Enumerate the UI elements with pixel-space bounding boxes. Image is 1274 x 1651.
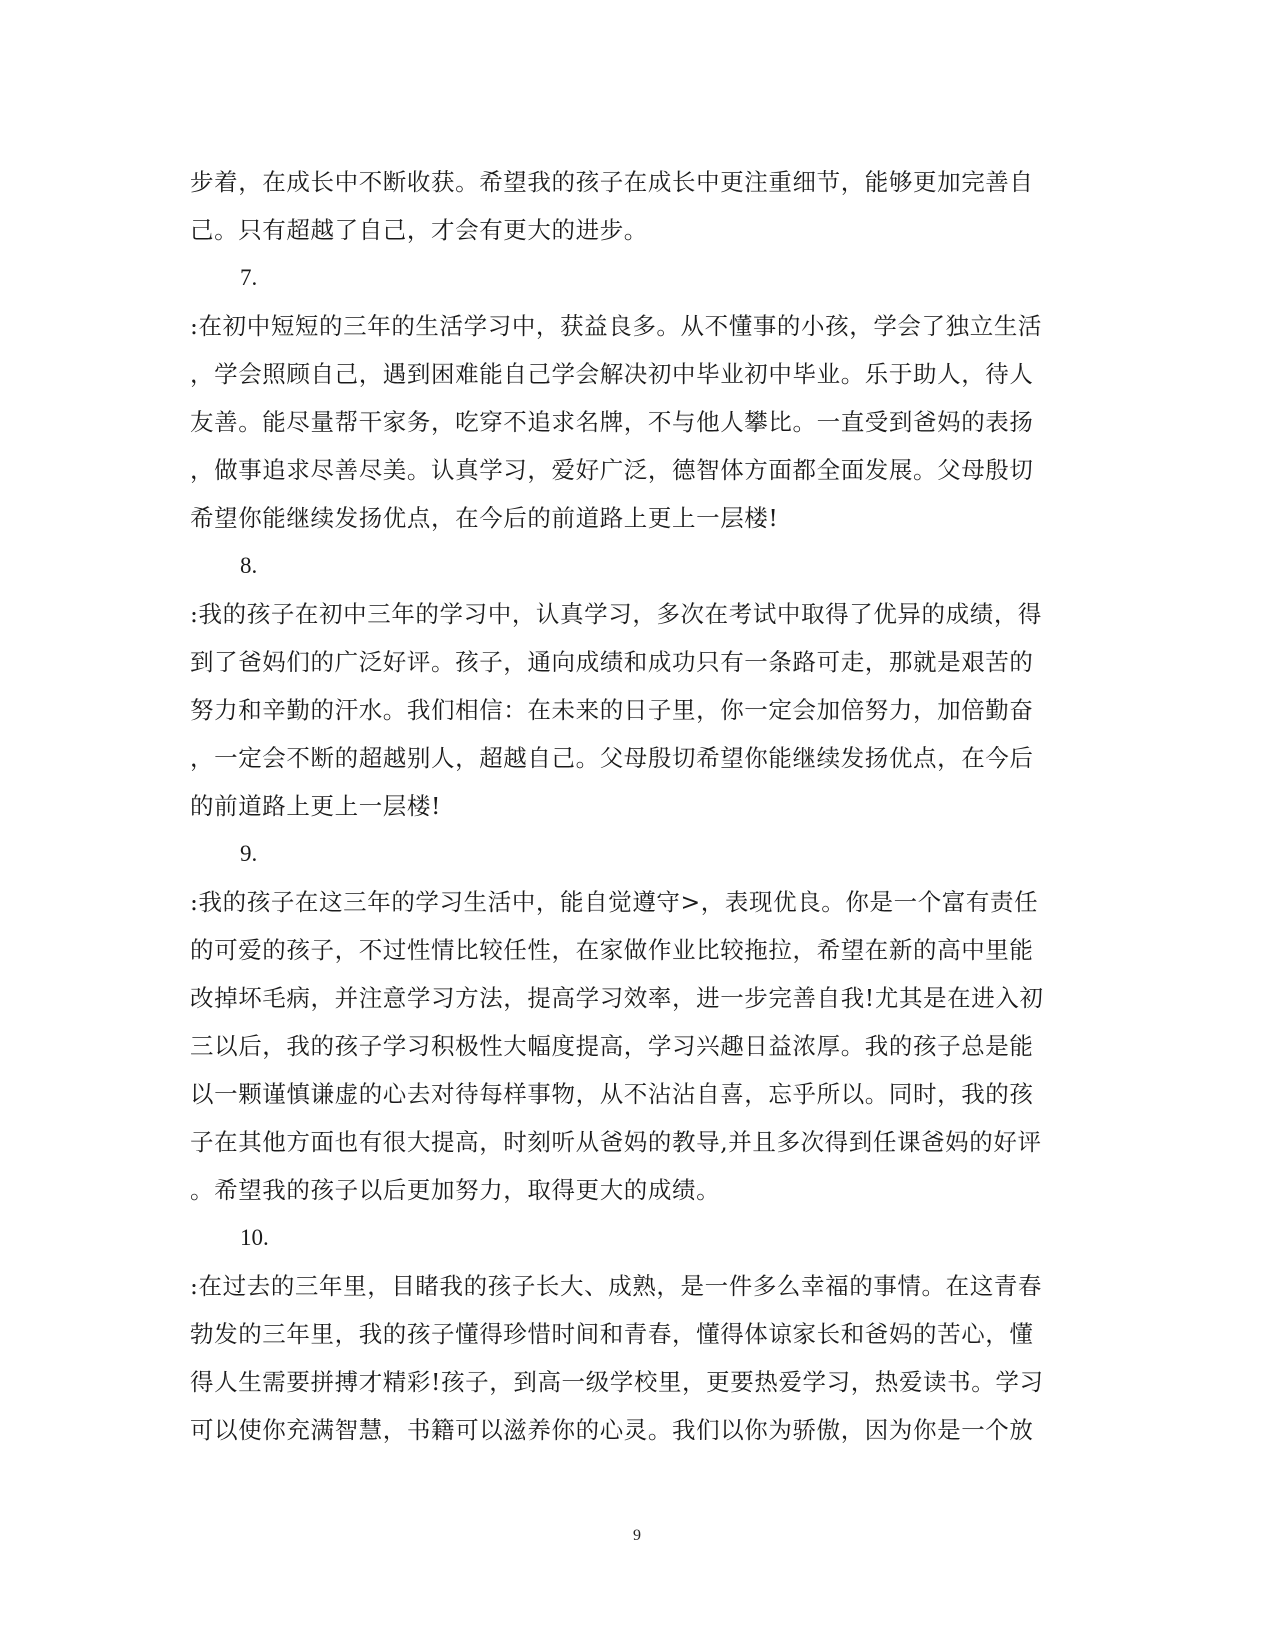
page-number: 9	[633, 1527, 641, 1544]
text-line: :我的孩子在这三年的学习生活中，能自觉遵守>，表现优良。你是一个富有责任	[190, 888, 1039, 916]
text-line: 友善。能尽量帮干家务，吃穿不追求名牌，不与他人攀比。一直受到爸妈的表扬	[190, 408, 1034, 436]
item-number: 7.	[240, 265, 258, 290]
text-line: 勃发的三年里，我的孩子懂得珍惜时间和青春，懂得体谅家长和爸妈的苦心，懂	[190, 1320, 1034, 1348]
item-number: 10.	[240, 1225, 269, 1250]
text-line: 得人生需要拼搏才精彩!孩子，到高一级学校里，更要热爱学习，热爱读书。学习	[190, 1368, 1044, 1396]
document-body	[190, 158, 1080, 1454]
text-line: 的可爱的孩子，不过性情比较任性，在家做作业比较拖拉，希望在新的高中里能	[190, 936, 1034, 964]
text-line: :在过去的三年里，目睹我的孩子长大、成熟，是一件多么幸福的事情。在这青春	[190, 1272, 1043, 1300]
text-line: 。希望我的孩子以后更加努力，取得更大的成绩。	[190, 1176, 721, 1204]
text-line: 己。只有超越了自己，才会有更大的进步。	[190, 216, 648, 244]
text-line: ，做事追求尽善尽美。认真学习，爱好广泛，德智体方面都全面发展。父母殷切	[190, 456, 1034, 484]
text-line: 可以使你充满智慧，书籍可以滋养你的心灵。我们以你为骄傲，因为你是一个放	[190, 1416, 1034, 1444]
item-number: 8.	[240, 553, 258, 578]
text-line: 子在其他方面也有很大提高，时刻听从爸妈的教导,并且多次得到任课爸妈的好评	[190, 1128, 1042, 1156]
text-line: 到了爸妈们的广泛好评。孩子，通向成绩和成功只有一条路可走，那就是艰苦的	[190, 648, 1034, 676]
text-line: :我的孩子在初中三年的学习中，认真学习，多次在考试中取得了优异的成绩，得	[190, 600, 1043, 628]
text-line: 改掉坏毛病，并注意学习方法，提高学习效率，进一步完善自我!尤其是在进入初	[190, 984, 1044, 1012]
text-line: ，一定会不断的超越别人，超越自己。父母殷切希望你能继续发扬优点，在今后	[190, 744, 1034, 772]
text-line: ，学会照顾自己，遇到困难能自己学会解决初中毕业初中毕业。乐于助人，待人	[190, 360, 1034, 388]
item-number: 9.	[240, 841, 258, 866]
text-line: 以一颗谨慎谦虚的心去对待每样事物，从不沾沾自喜，忘乎所以。同时，我的孩	[190, 1080, 1034, 1108]
text-line: :在初中短短的三年的生活学习中，获益良多。从不懂事的小孩，学会了独立生活	[190, 312, 1043, 340]
text-line: 三以后，我的孩子学习积极性大幅度提高，学习兴趣日益浓厚。我的孩子总是能	[190, 1032, 1034, 1060]
text-line: 步着，在成长中不断收获。希望我的孩子在成长中更注重细节，能够更加完善自	[190, 168, 1034, 196]
text-line: 努力和辛勤的汗水。我们相信：在未来的日子里，你一定会加倍努力，加倍勤奋	[190, 696, 1034, 724]
text-line: 的前道路上更上一层楼!	[190, 792, 442, 820]
text-line: 希望你能继续发扬优点，在今后的前道路上更上一层楼!	[190, 504, 779, 532]
